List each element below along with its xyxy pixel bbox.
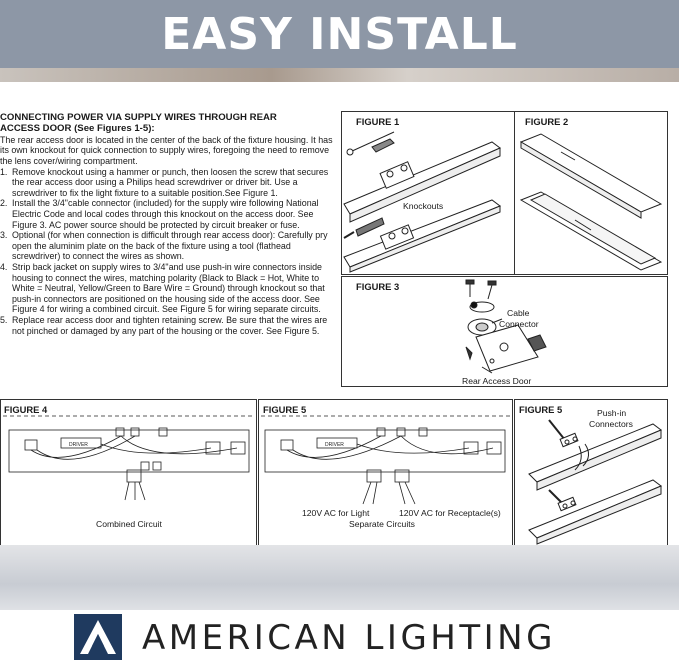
step-item (0, 230, 336, 262)
step-number: 4. (0, 261, 8, 272)
figure-1-illustration (342, 112, 515, 274)
figure-4-driver-label: DRIVER (69, 442, 88, 448)
banner-title: EASY INSTALL (161, 8, 518, 60)
step-item (0, 315, 336, 336)
figure-4-label: FIGURE 4 (4, 404, 48, 415)
background-photo-strip (0, 68, 679, 82)
heading-line-2: ACCESS DOOR (See Figures 1-5): (0, 123, 155, 135)
step-text: Strip back jacket on supply wires to 3/4"and use push-in wire connectors inside housing to connect the wires, matching polarity (Black to Black = Hot, White to White = Neutral, Yellow/Green to Bare Wire = Ground) through knockout so that push-in connectors are positioned on the housing side of the access door. See Figure 4 for wiring a combined circuit. See Figure 5 for wiring separate circuits. (12, 261, 325, 315)
step-number: 2. (0, 198, 8, 209)
figure-1-caption: Knockouts (403, 201, 444, 211)
step-item (0, 198, 336, 230)
step-text: Optional (for when connection is difficult through rear access door): Carefully pry open the aluminim plate on the back of the fixture using a tool (flathead screwdriver) to connect the wires as shown. (12, 230, 328, 262)
figure-5-receptacle-label: 120V AC for Receptacle(s) (399, 508, 501, 518)
step-item (0, 167, 336, 199)
figure-3 (341, 276, 668, 387)
figure-1 (341, 111, 516, 275)
instructions-intro: The rear access door is located in the center of the back of the fixture housing. It has its own knockout for quick connection to supply wires, foregoing the need to remove the lens cover/wiring compartment. (0, 134, 333, 166)
step-text: Replace rear access door and tighten retaining screw. Be sure that the wires are not pinched or damaged by any part of the housing or the cover. See Figure 5. (12, 314, 328, 336)
figure-3-connector-label: Connector (499, 319, 539, 329)
figure-5-driver-label: DRIVER (325, 442, 344, 448)
figure-3-cable-label: Cable (507, 308, 530, 318)
figure-3-illustration (342, 277, 667, 386)
instructions-column (0, 112, 336, 336)
instructions-steps (0, 167, 336, 337)
background-photo-bottom (0, 545, 679, 610)
instructions-heading (0, 112, 336, 135)
brand-name: AMERICAN LIGHTING (142, 618, 556, 658)
step-item (0, 262, 336, 315)
figure-3-label: FIGURE 3 (356, 281, 400, 292)
figure-1-label: FIGURE 1 (356, 116, 400, 127)
heading-line-1: CONNECTING POWER VIA SUPPLY WIRES THROUGH REAR (0, 112, 277, 123)
figure-2-illustration (515, 112, 667, 274)
figure-2 (514, 111, 668, 275)
american-lighting-logo-icon (74, 614, 122, 660)
figure-5-caption: Separate Circuits (349, 519, 415, 529)
figure-5-light-label: 120V AC for Light (302, 508, 370, 518)
step-text: Install the 3/4"cable connector (included) for the supply wire following National Electric Code and local codes through this knockout on the access door. See Figure 3. AC power source should be protected by circuit breaker or fuse. (12, 198, 319, 230)
figure-5-push-label: Push-in (597, 408, 627, 418)
figure-5-wiring-label: FIGURE 5 (263, 404, 307, 415)
figure-5-wiring (258, 399, 513, 546)
step-number: 3. (0, 230, 8, 241)
figure-5-connectors-text: Connectors (589, 419, 633, 429)
header-banner (0, 0, 679, 68)
figure-5-connectors-label: FIGURE 5 (519, 404, 563, 415)
figure-5-connectors (514, 399, 668, 546)
figure-4 (0, 399, 257, 546)
figure-3-door-label: Rear Access Door (462, 376, 532, 386)
figure-2-label: FIGURE 2 (525, 116, 569, 127)
figure-4-caption: Combined Circuit (96, 519, 162, 529)
step-text: Remove knockout using a hammer or punch, then loosen the screw that secures the rear access door using a Philips head screwdriver or driver bit. Use a screwdriver to fix the light fixture to a suitable position.See Figure 1. (12, 166, 329, 198)
step-number: 1. (0, 166, 8, 177)
step-number: 5. (0, 314, 8, 325)
